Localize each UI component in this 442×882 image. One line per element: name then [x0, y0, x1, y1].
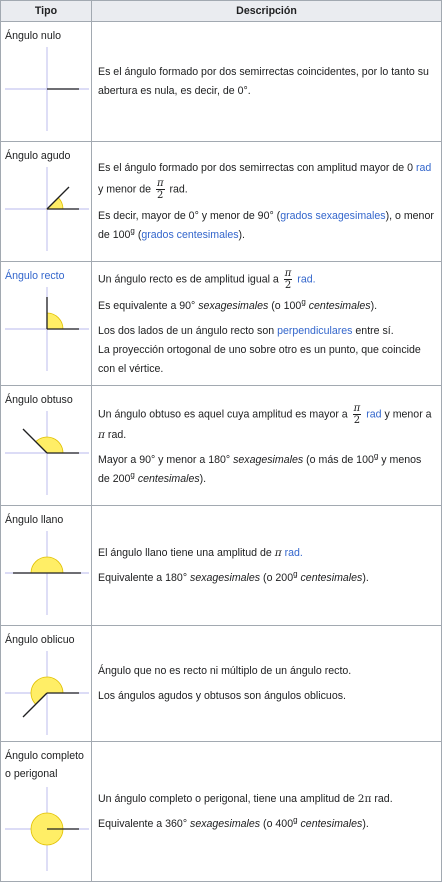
- perpendiculares-link[interactable]: perpendiculares: [277, 325, 353, 337]
- description-p1: [98, 268, 435, 291]
- text: rad.: [107, 428, 127, 441]
- description-p1: [98, 403, 435, 445]
- description-p1: Ángulo que no es recto ni múltiplo de un ángulo recto.: [98, 664, 352, 677]
- text: (o más de 100: [306, 453, 374, 466]
- italic-text: sexagesimales: [198, 300, 269, 312]
- oblique-angle-diagram: [5, 651, 89, 735]
- table-row: [1, 262, 442, 386]
- text: Es equivalente a 90°: [98, 300, 196, 312]
- desc-cell: [92, 386, 442, 506]
- straight-angle-diagram: [5, 531, 89, 615]
- grados-centesimales-link[interactable]: grados centesimales: [141, 228, 239, 241]
- tipo-cell: [1, 262, 92, 386]
- denominator: 2: [157, 189, 164, 201]
- text: ).: [238, 228, 245, 241]
- text: Un ángulo completo o perigonal, tiene una amplitud de: [98, 792, 355, 805]
- pi-over-2-fraction: [353, 403, 362, 426]
- description-p1: [98, 159, 435, 201]
- superscript-g: g: [130, 469, 135, 479]
- italic-text: centesimales: [137, 472, 200, 485]
- full-angle-diagram: [5, 787, 89, 871]
- desc-cell: [92, 626, 442, 742]
- description-text: Es el ángulo formado por dos semirrectas coincidentes, por lo tanto su abertura es nula, es decir, de 0°.: [98, 65, 429, 97]
- angle-name-line1: Ángulo completo: [5, 750, 84, 762]
- acute-angle-diagram: [5, 167, 89, 251]
- tipo-cell: [1, 506, 92, 626]
- italic-text: sexagesimales: [233, 453, 304, 466]
- text: Mayor a 90° y menor a 180°: [98, 453, 231, 466]
- superscript-g: g: [301, 297, 306, 307]
- text: ), o menor de 100: [98, 209, 434, 241]
- tipo-cell: [1, 142, 92, 262]
- text: ).: [199, 472, 207, 485]
- description-p1: [98, 544, 435, 563]
- text: entre sí.: [355, 325, 394, 337]
- angle-name: Ángulo llano: [5, 514, 64, 526]
- superscript-g: g: [293, 814, 298, 824]
- denominator: 2: [353, 414, 361, 426]
- angle-name: Ángulo nulo: [5, 30, 61, 42]
- angle-name: Ángulo agudo: [5, 150, 71, 162]
- table-row: [1, 626, 442, 742]
- angle-name: Ángulo obtuso: [5, 394, 73, 406]
- text: rad.: [169, 182, 188, 195]
- text: Es el ángulo formado por dos semirrectas con amplitud mayor de 0: [98, 161, 414, 174]
- text: y menor a: [384, 407, 432, 420]
- table-row: [1, 142, 442, 262]
- pi-symbol: π: [274, 546, 282, 559]
- description-p2: [98, 297, 435, 316]
- right-angle-diagram: [5, 287, 89, 371]
- text: Equivalente a 360°: [98, 817, 188, 830]
- description-p4: La proyección ortogonal de uno sobre otro es un punto, que coincide con el vértice.: [98, 344, 421, 375]
- italic-text: centesimales: [300, 571, 363, 584]
- italic-text: centesimales: [300, 817, 363, 830]
- text: y menos de 200: [98, 453, 422, 485]
- text: Equivalente a 180°: [98, 571, 188, 584]
- italic-text: sexagesimales: [190, 571, 261, 584]
- superscript-g: g: [293, 568, 298, 578]
- obtuse-angle-diagram: [5, 411, 89, 495]
- text: ).: [362, 817, 369, 830]
- pi-over-2-fraction: [156, 178, 165, 201]
- table-header-row: [1, 1, 442, 22]
- two-pi-symbol: 2π: [357, 792, 372, 805]
- description-p2: [98, 451, 435, 489]
- numerator: π: [284, 268, 292, 279]
- text: (: [137, 228, 142, 241]
- angle-name-link[interactable]: Ángulo recto: [5, 270, 65, 282]
- header-descripcion: Descripción: [92, 1, 442, 22]
- text: y menor de: [98, 182, 151, 195]
- pi-symbol: π: [98, 428, 105, 441]
- rad-link[interactable]: rad: [366, 407, 382, 420]
- numerator: π: [353, 402, 361, 414]
- desc-cell: [92, 262, 442, 386]
- description-p2: Los ángulos agudos y obtusos son ángulos oblicuos.: [98, 689, 346, 702]
- text: (o 400: [263, 817, 294, 830]
- pi-over-2-fraction: [284, 268, 293, 291]
- description-p3: [98, 322, 435, 341]
- tipo-cell: [1, 386, 92, 506]
- angle-name-line2: o perigonal: [5, 768, 58, 780]
- null-angle-diagram: [5, 47, 89, 131]
- text: rad.: [374, 792, 393, 805]
- superscript-g: g: [373, 450, 379, 460]
- table-row: [1, 22, 442, 142]
- denominator: 2: [284, 280, 292, 291]
- tipo-cell: [1, 626, 92, 742]
- desc-cell: [92, 22, 442, 142]
- text: Es decir, mayor de 0° y menor de 90° (: [98, 209, 281, 222]
- text: ).: [362, 571, 369, 584]
- table-row: [1, 742, 442, 882]
- angle-name: [5, 747, 87, 783]
- desc-cell: [92, 742, 442, 882]
- text: ).: [370, 300, 378, 312]
- text: Un ángulo obtuso es aquel cuya amplitud es mayor a: [98, 407, 348, 420]
- description-p2: [98, 207, 435, 245]
- text: (o 100: [271, 300, 302, 312]
- grados-sexagesimales-link[interactable]: grados sexagesimales: [280, 209, 386, 222]
- italic-text: centesimales: [308, 300, 371, 312]
- tipo-cell: [1, 742, 92, 882]
- desc-cell: [92, 142, 442, 262]
- text: (o 200: [263, 571, 294, 584]
- rad-link[interactable]: rad: [415, 161, 432, 174]
- table-row: [1, 386, 442, 506]
- numerator: π: [156, 177, 164, 189]
- description-p2: [98, 569, 435, 588]
- description-p1: [98, 790, 435, 809]
- superscript-g: g: [130, 225, 135, 235]
- text: El ángulo llano tiene una amplitud de: [98, 546, 272, 559]
- table-row: [1, 506, 442, 626]
- header-tipo: Tipo: [1, 1, 92, 22]
- tipo-cell: [1, 22, 92, 142]
- rad-link[interactable]: rad.: [284, 546, 303, 559]
- desc-cell: [92, 506, 442, 626]
- text: Un ángulo recto es de amplitud igual a: [98, 273, 279, 286]
- italic-text: sexagesimales: [190, 817, 261, 830]
- rad-link[interactable]: rad.: [297, 273, 316, 286]
- description-p2: [98, 815, 435, 834]
- angle-name: Ángulo oblicuo: [5, 634, 75, 646]
- text: Los dos lados de un ángulo recto son: [98, 325, 275, 337]
